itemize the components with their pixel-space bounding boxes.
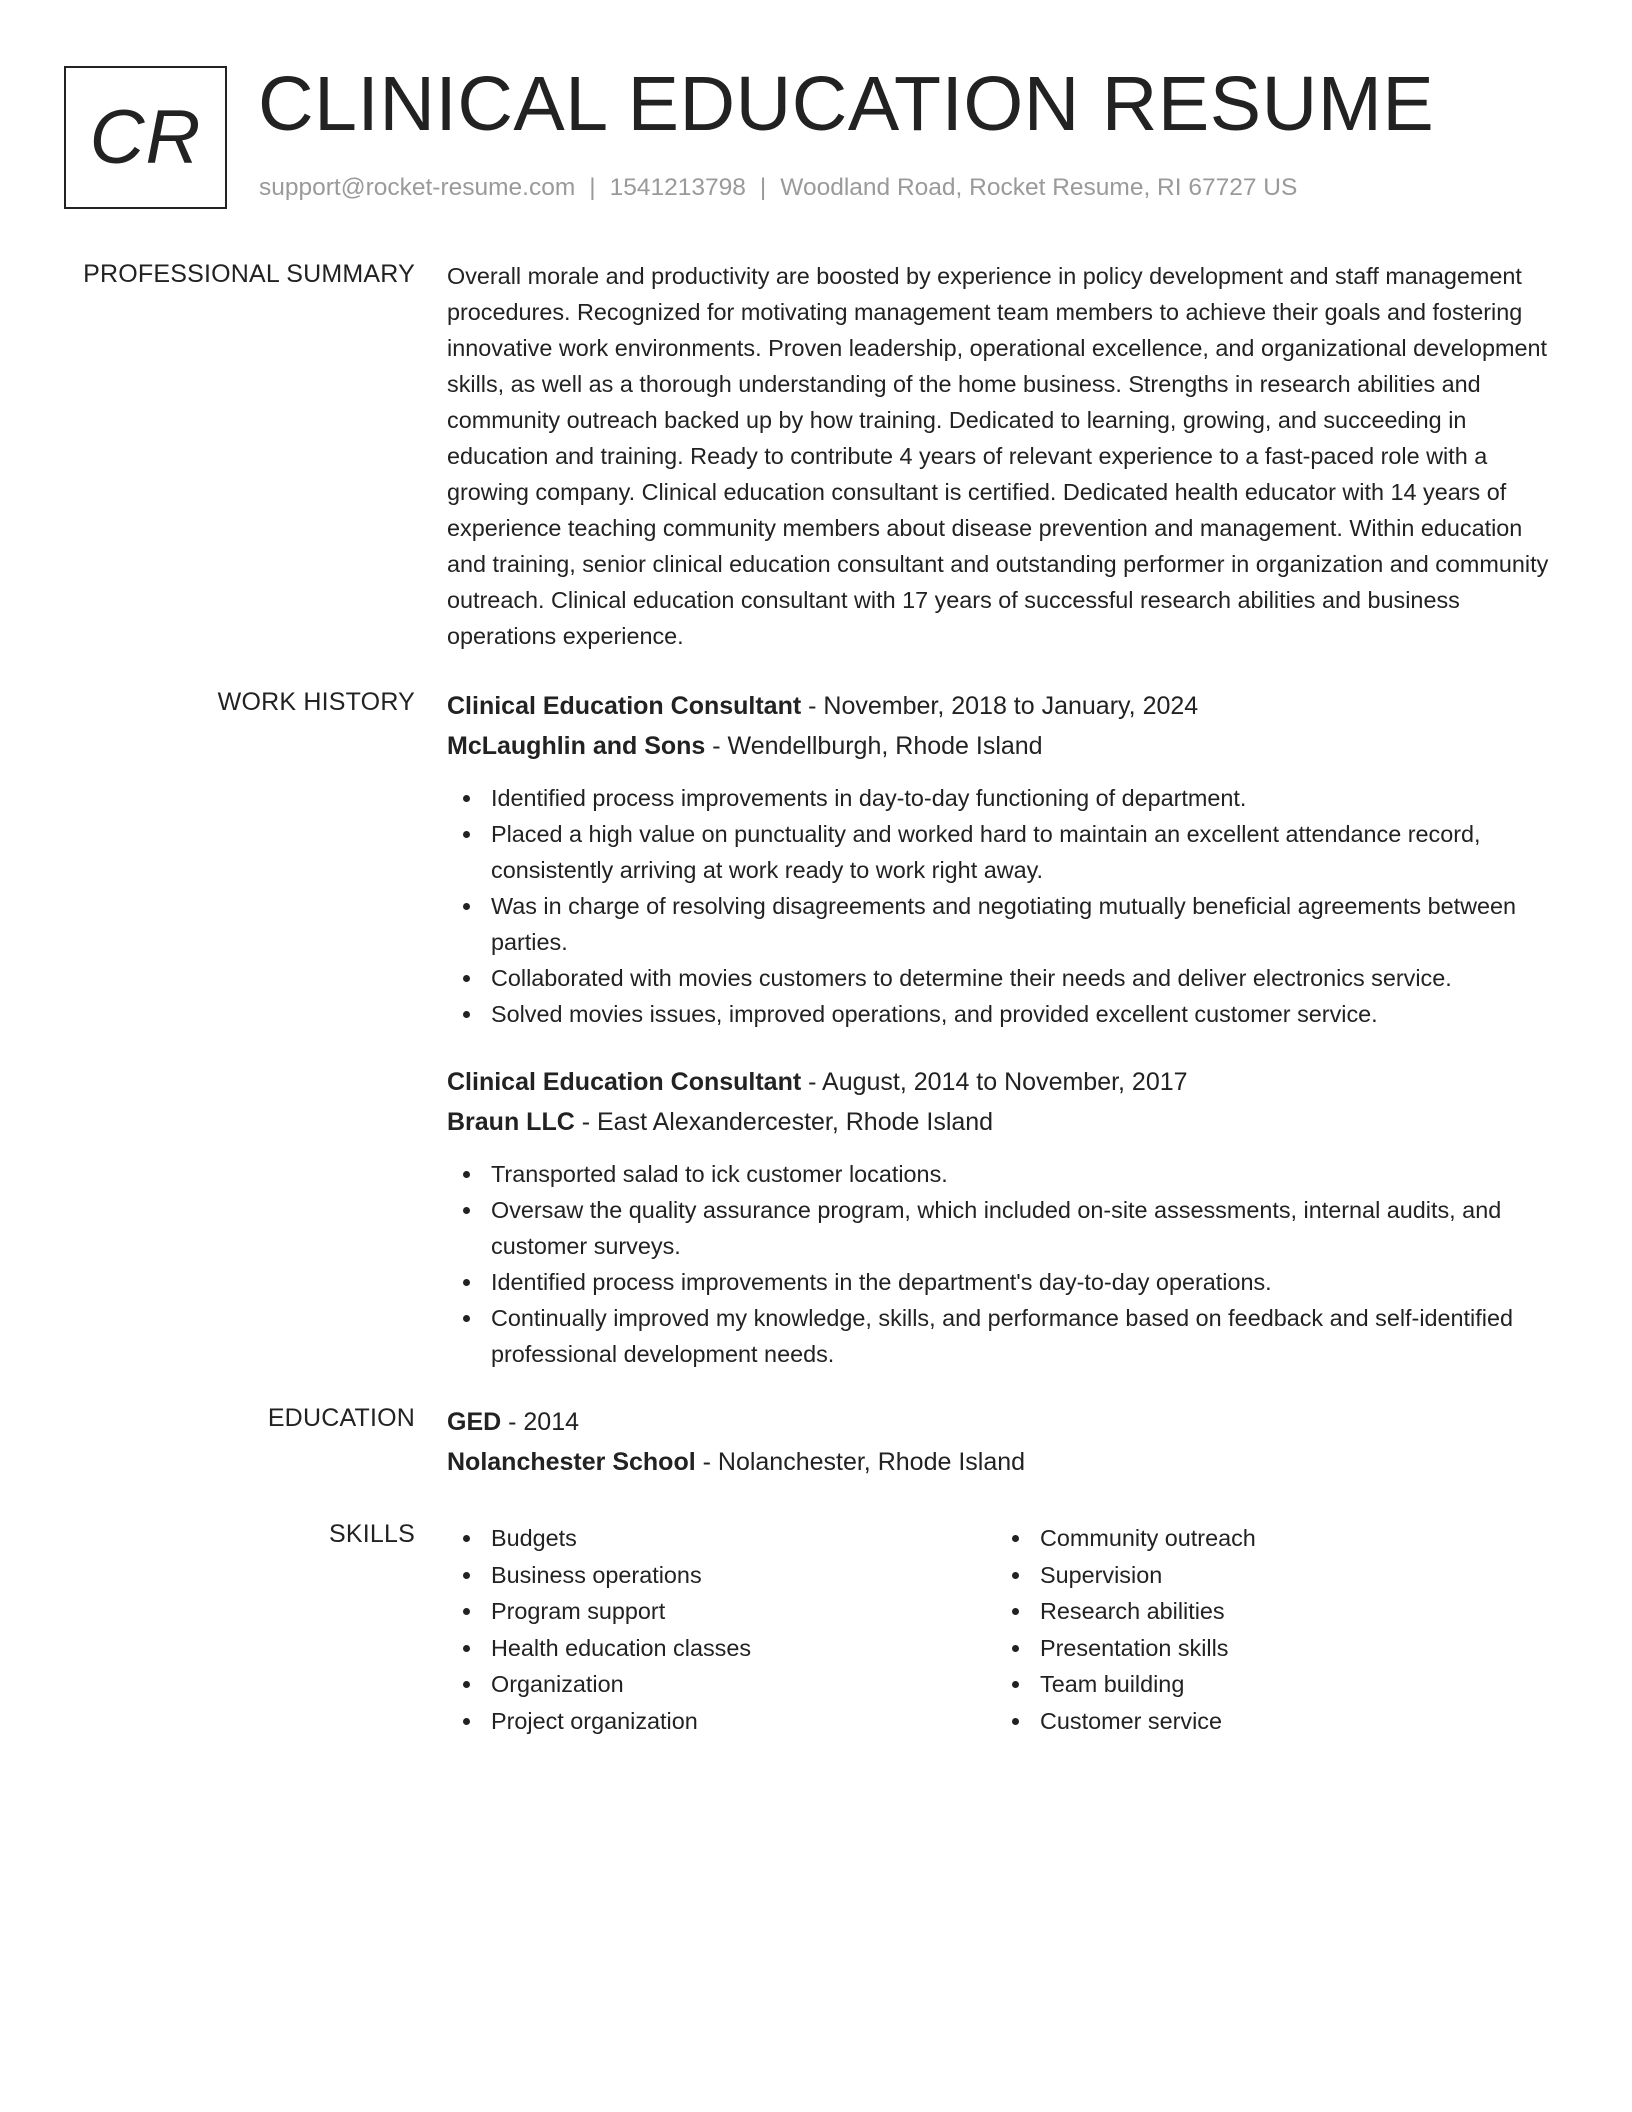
skill-item: Research abilities [996, 1593, 1545, 1630]
education-heading: EDUCATION [267, 1404, 415, 1432]
job-company-line [447, 726, 1567, 766]
contact-separator: | [759, 174, 767, 201]
skill-item: Project organization [447, 1703, 996, 1740]
job-title: Clinical Education Consultant [447, 1068, 802, 1096]
contact-phone[interactable]: 1541213798 [609, 174, 746, 201]
skill-item: Business operations [447, 1557, 996, 1594]
job-bullet: Transported salad to ick customer locations. [447, 1156, 1567, 1192]
job-location: - Wendellburgh, Rhode Island [705, 732, 1043, 760]
job-bullets [447, 780, 1567, 1032]
education-body [447, 1402, 1567, 1482]
job-title-line [447, 686, 1567, 726]
job-company: McLaughlin and Sons [447, 732, 706, 760]
job-bullet: Continually improved my knowledge, skills, and performance based on feedback and self-identified professional development needs. [447, 1300, 1567, 1372]
skill-item: Customer service [996, 1703, 1545, 1740]
job-title-line [447, 1062, 1567, 1102]
job-company: Braun LLC [447, 1108, 575, 1136]
job-bullet: Was in charge of resolving disagreements and negotiating mutually beneficial agreements between parties. [447, 888, 1567, 960]
contact-address: Woodland Road, Rocket Resume, RI 67727 US [780, 174, 1298, 201]
skill-item: Community outreach [996, 1520, 1545, 1557]
skills-body [447, 1520, 1567, 1739]
job-bullet: Placed a high value on punctuality and worked hard to maintain an excellent attendance record, consistently arriving at work ready to work right away. [447, 816, 1567, 888]
summary-heading: PROFESSIONAL SUMMARY [83, 260, 415, 288]
skill-item: Program support [447, 1593, 996, 1630]
job-bullet: Collaborated with movies customers to determine their needs and deliver electronics service. [447, 960, 1567, 996]
skills-column-left [447, 1520, 996, 1739]
skill-item: Supervision [996, 1557, 1545, 1594]
school-location: - Nolanchester, Rhode Island [695, 1448, 1026, 1476]
job-bullets [447, 1156, 1567, 1372]
contact-separator: | [589, 174, 596, 201]
job-bullet: Oversaw the quality assurance program, which included on-site assessments, internal audits, and customer surveys. [447, 1192, 1567, 1264]
resume-title: CLINICAL EDUCATION RESUME [258, 61, 1435, 147]
summary-body [447, 258, 1567, 654]
degree: GED [447, 1408, 502, 1436]
job-company-line [447, 1102, 1567, 1142]
job-location: - East Alexandercester, Rhode Island [574, 1108, 994, 1136]
job-entry [447, 686, 1567, 1032]
skill-item: Organization [447, 1666, 996, 1703]
job-dates: - November, 2018 to January, 2024 [801, 692, 1199, 720]
resume-header [64, 61, 1564, 212]
degree-year: - 2014 [501, 1408, 580, 1436]
job-bullet: Identified process improvements in the department's day-to-day operations. [447, 1264, 1567, 1300]
contact-email[interactable]: support@rocket-resume.com [259, 174, 576, 201]
skills-heading: SKILLS [329, 1520, 415, 1548]
skills-column-right [996, 1520, 1545, 1739]
skill-item: Presentation skills [996, 1630, 1545, 1667]
job-title: Clinical Education Consultant [447, 692, 802, 720]
contact-line [259, 174, 1297, 202]
degree-line [447, 1402, 1567, 1442]
skills-columns [447, 1520, 1567, 1739]
job-entry [447, 1062, 1567, 1372]
skill-item: Budgets [447, 1520, 996, 1557]
school-line [447, 1442, 1567, 1482]
job-bullet: Solved movies issues, improved operations, and provided excellent customer service. [447, 996, 1567, 1032]
work-history-body [447, 686, 1567, 1372]
school-name: Nolanchester School [447, 1448, 696, 1476]
skill-item: Health education classes [447, 1630, 996, 1667]
work-history-heading: WORK HISTORY [217, 688, 415, 716]
monogram-logo: CR [64, 66, 227, 209]
summary-text: Overall morale and productivity are boosted by experience in policy development and staff management procedures. Recognized for motivating management team members to achieve their goals and fostering innovative work environments. Proven leadership, operational excellence, and organizational development skills, as well as a thorough understanding of the home business. Strengths in research abilities and community outreach backed up by how training. Dedicated to learning, growing, and succeeding in education and training. Ready to contribute 4 years of relevant experience to a fast-paced role with a growing company. Clinical education consultant is certified. Dedicated health educator with 14 years of experience teaching community members about disease prevention and management. Within education and training, senior clinical education consultant and outstanding performer in organization and community outreach. Clinical education consultant with 17 years of successful research abilities and business operations experience. [447, 263, 1549, 649]
skill-item: Team building [996, 1666, 1545, 1703]
job-bullet: Identified process improvements in day-to-day functioning of department. [447, 780, 1567, 816]
job-dates: - August, 2014 to November, 2017 [801, 1068, 1188, 1096]
